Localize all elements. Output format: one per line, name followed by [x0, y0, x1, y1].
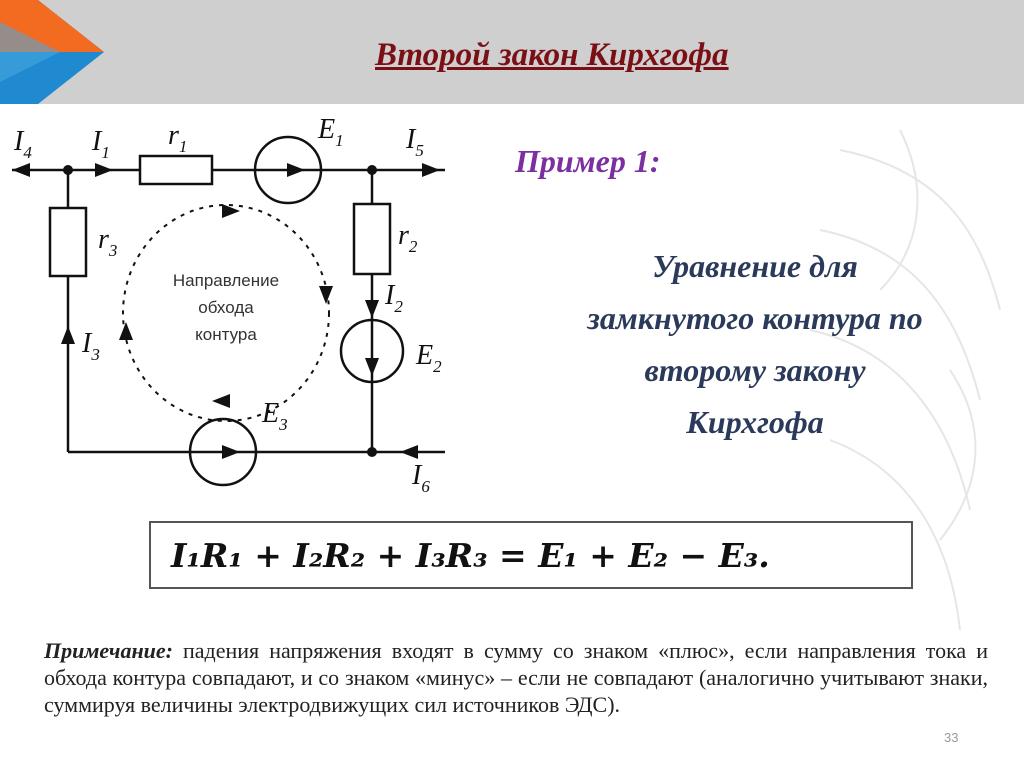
page-number: 33	[944, 730, 959, 745]
loop-caption-line: обхода	[198, 298, 254, 317]
loop-caption-line: Направление	[172, 271, 280, 290]
label-r2: $r_2$	[398, 220, 418, 256]
label-I1: $I_1$	[92, 126, 110, 162]
label-I3: $I_3$	[82, 328, 100, 364]
example-label: Пример 1:	[515, 143, 661, 179]
label-E1: $E_1$	[318, 114, 344, 150]
note-paragraph	[44, 637, 988, 718]
label-I5: $I_5$	[406, 124, 424, 160]
caption-line: Кирхгофа	[686, 404, 824, 440]
loop-caption-line: контура	[195, 325, 257, 344]
caption-line: замкнутого контура по	[587, 300, 923, 336]
caption-line: Уравнение для	[652, 248, 858, 284]
slide-title: Второй закон Кирхгофа	[375, 37, 729, 73]
label-I6: $I_6$	[412, 460, 430, 496]
label-E3: $E_3$	[262, 398, 288, 434]
note-heading: Примечание:	[44, 638, 173, 663]
label-r3: $r_3$	[98, 224, 118, 260]
logo-icon	[0, 0, 130, 104]
equation-caption	[520, 240, 990, 448]
circuit-diagram	[0, 108, 480, 508]
formula-box	[149, 521, 913, 589]
caption-line: второму закону	[644, 352, 866, 388]
label-E2: $E_2$	[416, 340, 442, 376]
note-text: падения напряжения входят в сумму со знаком «плюс», если направления тока и обхода контура совпадают, и со знаком «минус» – если не совпадают (аналогично учитывают знаки, суммируя величины электродвижущих сил источников ЭДС).	[44, 638, 988, 717]
kirchhoff-formula: I₁R₁ + I₂R₂ + I₃R₃ = E₁ + E₂ − E₃.	[171, 535, 770, 575]
label-I4: $I_4$	[14, 126, 32, 162]
label-I2: $I_2$	[385, 280, 403, 316]
label-r1: $r_1$	[168, 120, 188, 156]
